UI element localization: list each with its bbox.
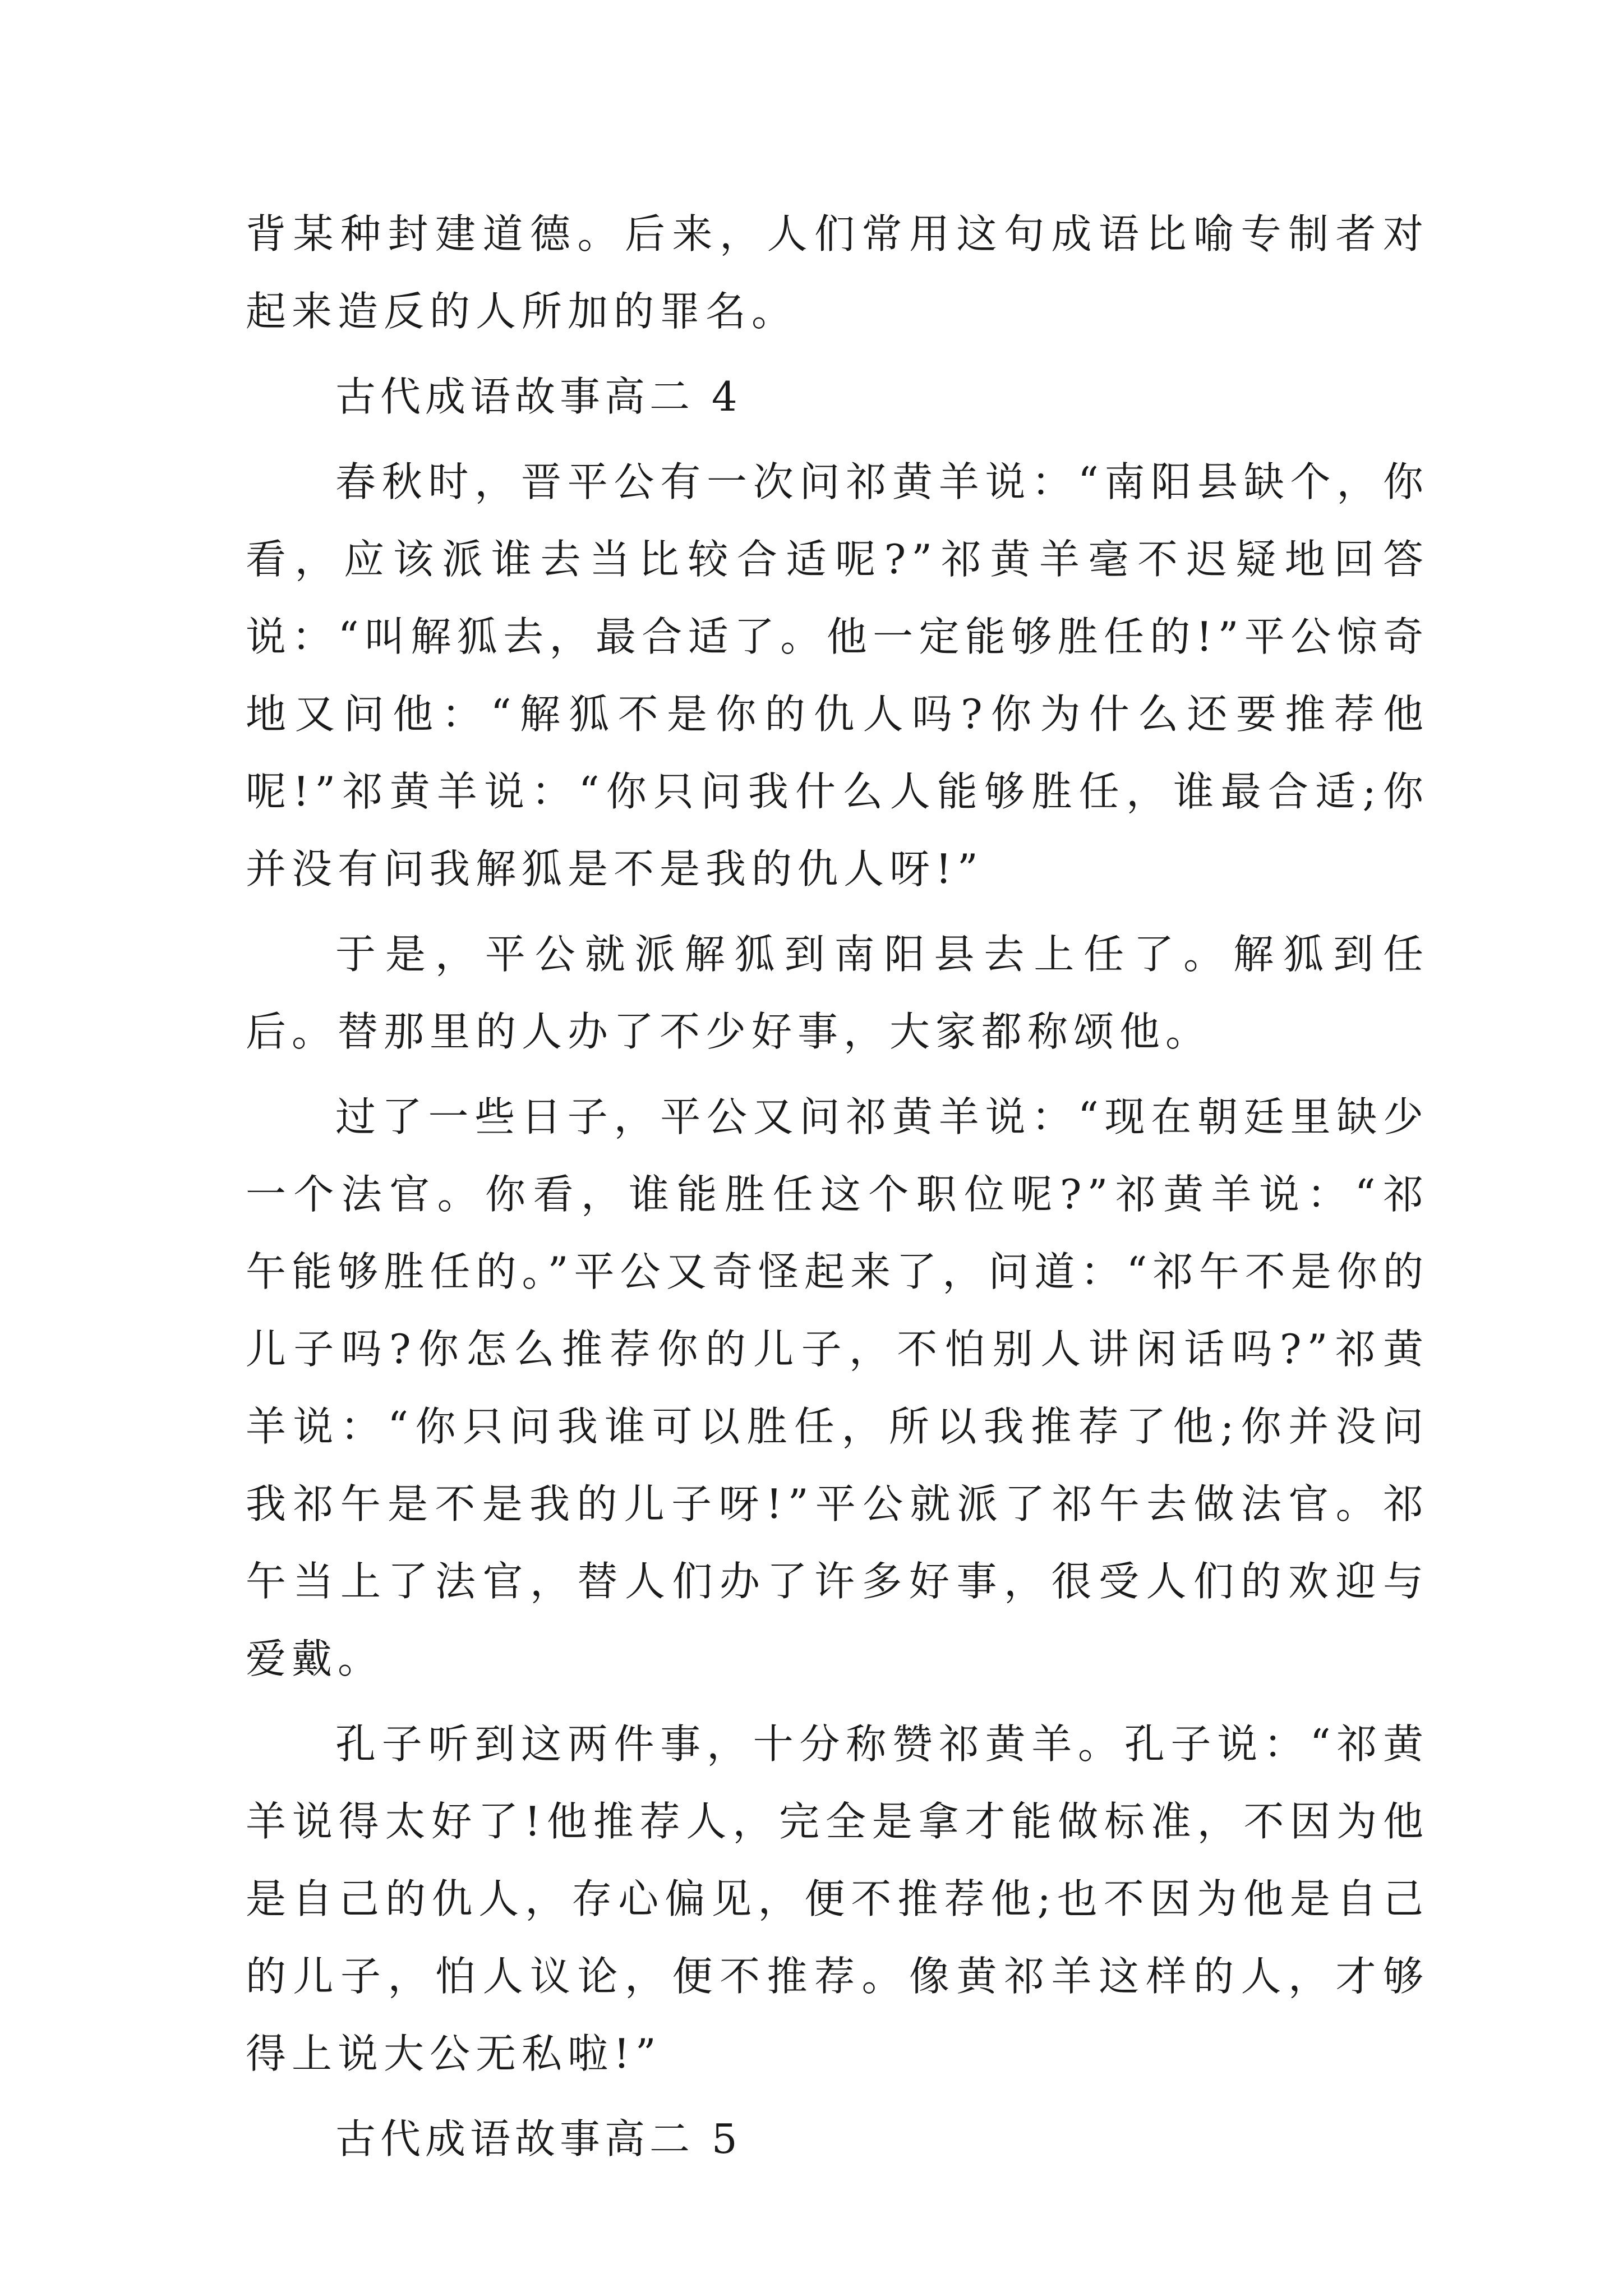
section-heading-4: 古代成语故事高二 4 [335, 373, 742, 420]
paragraph: 春秋时，晋平公有一次问祁黄羊说：“南阳县缺个，你看，应该派谁去当比较合适呢?”祁黄羊毫不迟疑地回答说：“叫解狐去，最合适了。他一定能够胜任的!”平公惊奇地又问他：“解狐不是你的仇人吗?你为什么还要推荐他呢!”祁黄羊说：“你只问我什么人能够胜任，谁最合适;你并没有问我解狐是不是我的仇人呀!” [246, 458, 1429, 892]
section-heading-5: 古代成语故事高二 5 [335, 2115, 742, 2162]
paragraph: 过了一些日子，平公又问祁黄羊说：“现在朝廷里缺少一个法官。你看，谁能胜任这个职位呢?”祁黄羊说：“祁午能够胜任的。”平公又奇怪起来了，问道：“祁午不是你的儿子吗?你怎么推荐你的儿子，不怕别人讲闲话吗?”祁黄羊说：“你只问我谁可以胜任，所以我推荐了他;你并没问我祁午是不是我的儿子呀!”平公就派了祁午去做法官。祁午当上了法官，替人们办了许多好事，很受人们的欢迎与爱戴。 [246, 1093, 1429, 1682]
paragraph-continued: 背某种封建道德。后来，人们常用这句成语比喻专制者对起来造反的人所加的罪名。 [246, 210, 1429, 335]
document-body [246, 195, 1429, 2185]
paragraph: 孔子听到这两件事，十分称赞祁黄羊。孔子说：“祁黄羊说得太好了!他推荐人，完全是拿才能做标准，不因为他是自己的仇人，存心偏见，便不推荐他;也不因为他是自己的儿子，怕人议论，便不推荐。像黄祁羊这样的人，才够得上说大公无私啦!” [246, 1720, 1429, 2077]
paragraph: 于是，平公就派解狐到南阳县去上任了。解狐到任后。替那里的人办了不少好事，大家都称颂他。 [246, 931, 1429, 1055]
